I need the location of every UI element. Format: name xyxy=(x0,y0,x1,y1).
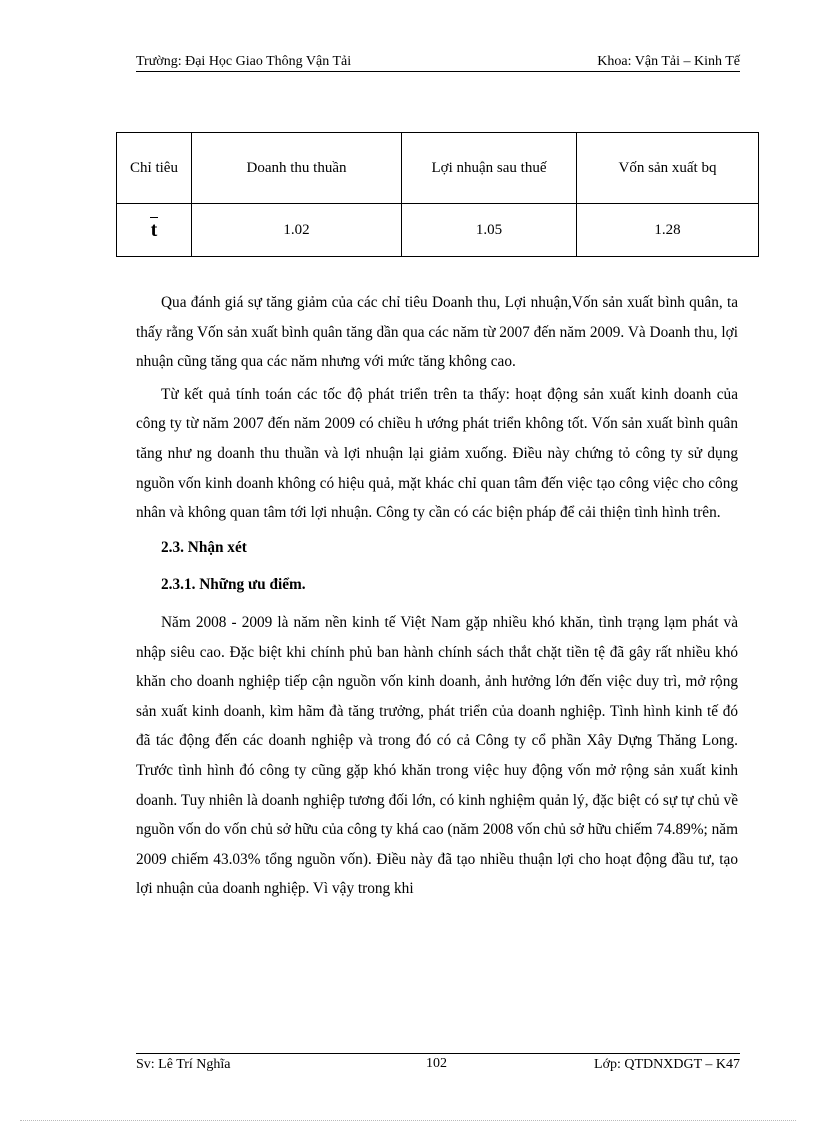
table-header-cell: Doanh thu thuần xyxy=(192,133,402,204)
table-row-label-cell xyxy=(117,204,192,257)
paragraph: Qua đánh giá sự tăng giảm của các chỉ tiêu Doanh thu, Lợi nhuận,Vốn sản xuất bình quân, ta thấy rằng Vốn sản xuất bình quân tăng dần qua các năm từ 2007 đến năm 2009. Và Doanh thu, lợi nhuận cũng tăng qua các năm nhưng với mức tăng không cao. xyxy=(136,294,738,371)
header-school: Trường: Đại Học Giao Thông Vận Tải xyxy=(136,54,352,69)
footer-class: Lớp: QTDNXDGT – K47 xyxy=(594,1057,740,1072)
table-header-cell: Vốn sản xuất bq xyxy=(577,133,759,204)
table-header-row xyxy=(117,133,759,204)
table-header-cell: Lợi nhuận sau thuế xyxy=(402,133,577,204)
page-header xyxy=(136,50,740,72)
growth-rate-table xyxy=(116,132,759,257)
t-bar-symbol: t xyxy=(150,218,158,241)
section-heading: 2.3. Nhận xét xyxy=(161,538,247,556)
page-edge-divider xyxy=(20,1120,796,1121)
body-text xyxy=(136,288,738,904)
table-cell: 1.02 xyxy=(192,204,402,257)
table-row xyxy=(117,204,759,257)
table-cell: 1.28 xyxy=(577,204,759,257)
table-cell: 1.05 xyxy=(402,204,577,257)
header-faculty: Khoa: Vận Tải – Kinh Tế xyxy=(597,54,740,69)
page-footer xyxy=(136,1053,740,1073)
page-number: 102 xyxy=(426,1056,447,1071)
paragraph: Năm 2008 - 2009 là năm nền kinh tế Việt Nam gặp nhiều khó khăn, tình trạng lạm phát và nhập siêu cao. Đặc biệt khi chính phủ ban hành chính sách thắt chặt tiền tệ đã gây rất nhiều khó khăn cho doanh nghiệp tiếp cận nguồn vốn kinh doanh, ảnh hưởng lớn đến việc duy trì, mở rộng sản xuất kinh doanh, kìm hãm đà tăng trưởng, phát triển của doanh nghiệp. Tình hình kinh tế đó đã tác động đến các doanh nghiệp và trong đó có cả Công ty cổ phần Xây Dựng Thăng Long. Trước tình hình đó công ty cũng gặp khó khăn trong việc huy động vốn mở rộng sản xuất kinh doanh. Tuy nhiên là doanh nghiệp tương đối lớn, có kinh nghiệm quản lý, đặc biệt có sự tự chủ về nguồn vốn do vốn chủ sở hữu của công ty khá cao (năm 2008 vốn chủ sở hữu chiếm 74.89%; năm 2009 chiếm 43.03% tổng nguồn vốn). Điều này đã tạo nhiều thuận lợi cho hoạt động đầu tư, tạo lợi nhuận của doanh nghiệp. Vì vậy trong khi xyxy=(136,613,738,898)
subsection-heading: 2.3.1. Những ưu điểm. xyxy=(161,576,306,594)
table-header-cell: Chỉ tiêu xyxy=(117,133,192,204)
footer-student: Sv: Lê Trí Nghĩa xyxy=(136,1057,231,1072)
paragraph: Từ kết quả tính toán các tốc độ phát triển trên ta thấy: hoạt động sản xuất kinh doanh của công ty từ năm 2007 đến năm 2009 có chiều h ướng phát triển không tốt. Vốn sản xuất bình quân tăng như ng doanh thu thuần và lợi nhuận lại giảm xuống. Điều này chứng tỏ công ty sử dụng nguồn vốn kinh doanh không có hiệu quả, mặt khác chỉ quan tâm đến việc tạo công việc cho công nhân và không quan tâm tới lợi nhuận. Công ty cần có các biện pháp để cải thiện tình hình trên. xyxy=(136,385,738,522)
